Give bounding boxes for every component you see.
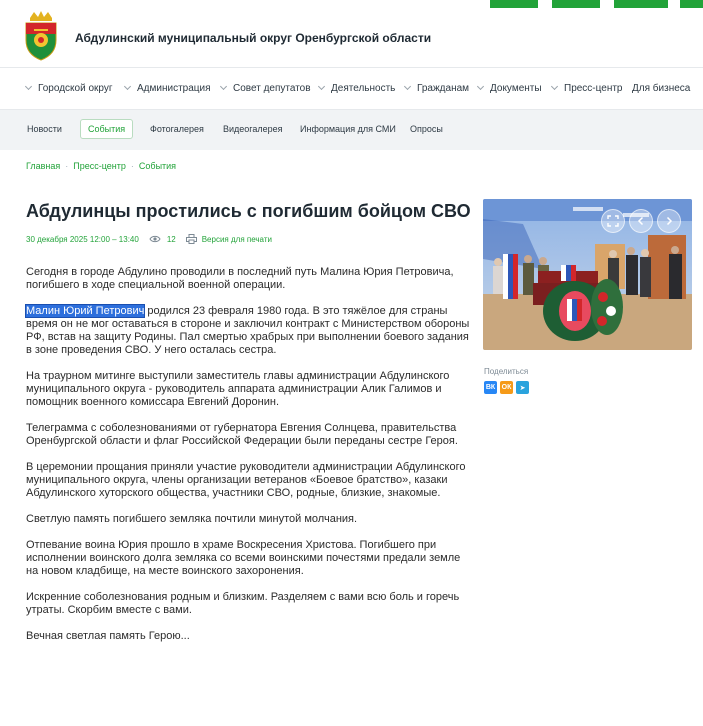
telegram-icon[interactable]: ➤ <box>516 381 529 394</box>
chevron-down-icon <box>124 83 131 90</box>
article-paragraph: Искренние соболезнования родным и близким. Разделяем с вами всю боль и горечь утраты. Скорбим вместе с вами. <box>26 591 460 616</box>
top-strip-segment <box>552 0 600 8</box>
nav-item-citizens[interactable] <box>405 83 469 94</box>
breadcrumb-events[interactable]: События <box>138 161 177 171</box>
nav-item-city-district[interactable] <box>26 83 113 94</box>
article-meta <box>26 234 272 244</box>
nav-label: Пресс-центр <box>564 83 623 94</box>
article-paragraph: Телеграмма с соболезнованиями от губернатора Евгения Солнцева, правительства Оренбургской области и флаг Российской Федерации были переданы сестре Героя. <box>26 422 458 447</box>
selected-text-highlight[interactable]: Малин Юрий Петрович <box>26 305 145 317</box>
vk-icon[interactable]: ВК <box>484 381 497 394</box>
print-version-link[interactable]: Версия для печати <box>201 234 272 244</box>
odnoklassniki-icon[interactable]: ОК <box>500 381 513 394</box>
breadcrumb-separator: · <box>130 161 134 171</box>
nav-label: Для бизнеса <box>632 83 691 94</box>
nav-label: Совет депутатов <box>233 83 311 94</box>
nav-label: Администрация <box>137 83 211 94</box>
chevron-left-icon <box>636 216 646 226</box>
share-label: Поделиться <box>484 367 529 376</box>
article-paragraph: В церемонии прощания приняли участие руководители администрации Абдулинского муниципального округа, члены организации ветеранов «Боевое братство», казаки Абдулинского хуторского общества, участники СВО, родные, близкие, знакомые. <box>26 461 466 499</box>
nav-item-council[interactable] <box>221 83 311 94</box>
article-paragraph: На траурном митинге выступили заместитель главы администрации Абдулинского муниципального округа - руководитель аппарата администрации Алик Галимов и помощник военного комиссара Евгений Доронин. <box>26 370 450 408</box>
article-paragraph: Светлую память погибшего земляка почтили минутой молчания. <box>26 513 358 525</box>
top-strip-segment <box>614 0 668 8</box>
nav-item-business[interactable] <box>632 83 690 94</box>
nav-label: Гражданам <box>417 83 470 94</box>
coat-of-arms-logo[interactable] <box>22 10 60 62</box>
site-title[interactable]: Абдулинский муниципальный округ Оренбургской области <box>75 31 432 45</box>
article-paragraph: Сегодня в городе Абдулино проводили в последний путь Малина Юрия Петровича, погибшего в ходе специальной военной операции. <box>26 266 454 291</box>
fullscreen-icon <box>607 215 619 227</box>
chevron-down-icon <box>477 83 484 90</box>
article-photo[interactable] <box>483 199 692 350</box>
subnav-item-polls[interactable]: Опросы <box>410 124 443 134</box>
article-title: Абдулинцы простились с погибшим бойцом СВО <box>26 201 471 221</box>
main-navigation <box>0 68 703 110</box>
article-paragraph: Вечная светлая память Герою... <box>26 630 190 642</box>
breadcrumb-home[interactable]: Главная <box>26 161 61 171</box>
nav-item-documents[interactable] <box>478 83 542 94</box>
press-center-subnav <box>0 110 703 150</box>
nav-label: Документы <box>490 83 542 94</box>
subnav-item-photogallery[interactable]: Фотогалерея <box>150 124 204 134</box>
nav-item-activity[interactable] <box>319 83 395 94</box>
subnav-item-news[interactable]: Новости <box>27 124 62 134</box>
article-body <box>26 266 471 656</box>
article-date: 30 декабря 2025 12:00 – 13:40 <box>26 234 139 244</box>
fullscreen-button[interactable] <box>601 209 625 233</box>
chevron-down-icon <box>404 83 411 90</box>
chevron-down-icon <box>220 83 227 90</box>
top-strip-segment <box>680 0 703 8</box>
breadcrumb-press-center[interactable]: Пресс-центр <box>73 161 126 171</box>
nav-label: Деятельность <box>331 83 396 94</box>
nav-item-administration[interactable] <box>125 83 211 94</box>
site-header <box>0 8 703 68</box>
subnav-item-media-info[interactable]: Информация для СМИ <box>300 124 396 134</box>
chevron-down-icon <box>25 83 32 90</box>
nav-label: Городской округ <box>38 83 113 94</box>
breadcrumb-separator: · <box>65 161 69 171</box>
top-accent-strip <box>0 0 703 8</box>
gallery-prev-button[interactable] <box>629 209 653 233</box>
chevron-down-icon <box>551 83 558 90</box>
chevron-right-icon <box>664 216 674 226</box>
breadcrumb <box>26 161 176 171</box>
chevron-down-icon <box>318 83 325 90</box>
view-count: 12 <box>166 234 176 244</box>
top-strip-segment <box>490 0 538 8</box>
article-paragraph: Отпевание воина Юрия прошло в храме Воскресения Христова. Погибшего при исполнении воинского долга земляка со всеми воинскими почестями предали земле на новом кладбище, на месте воинского захоронения. <box>26 539 461 577</box>
subnav-item-videogallery[interactable]: Видеогалерея <box>223 124 283 134</box>
paragraph-text: родился 23 февраля 1980 года. В это тяжёлое для страны время он не мог оставаться в стороне и заключил контракт с Министерством обороны РФ, встав на защиту Родины. Пал смертью храбрых при выполнении боевого задания в зоне проведения СВО. У него осталась сестра. <box>26 305 470 356</box>
share-buttons <box>484 381 529 394</box>
nav-item-press-center[interactable] <box>552 83 622 94</box>
printer-icon[interactable] <box>186 234 197 244</box>
eye-icon <box>149 235 161 243</box>
subnav-item-events[interactable]: События <box>80 119 133 139</box>
gallery-next-button[interactable] <box>657 209 681 233</box>
article-paragraph <box>26 305 471 357</box>
